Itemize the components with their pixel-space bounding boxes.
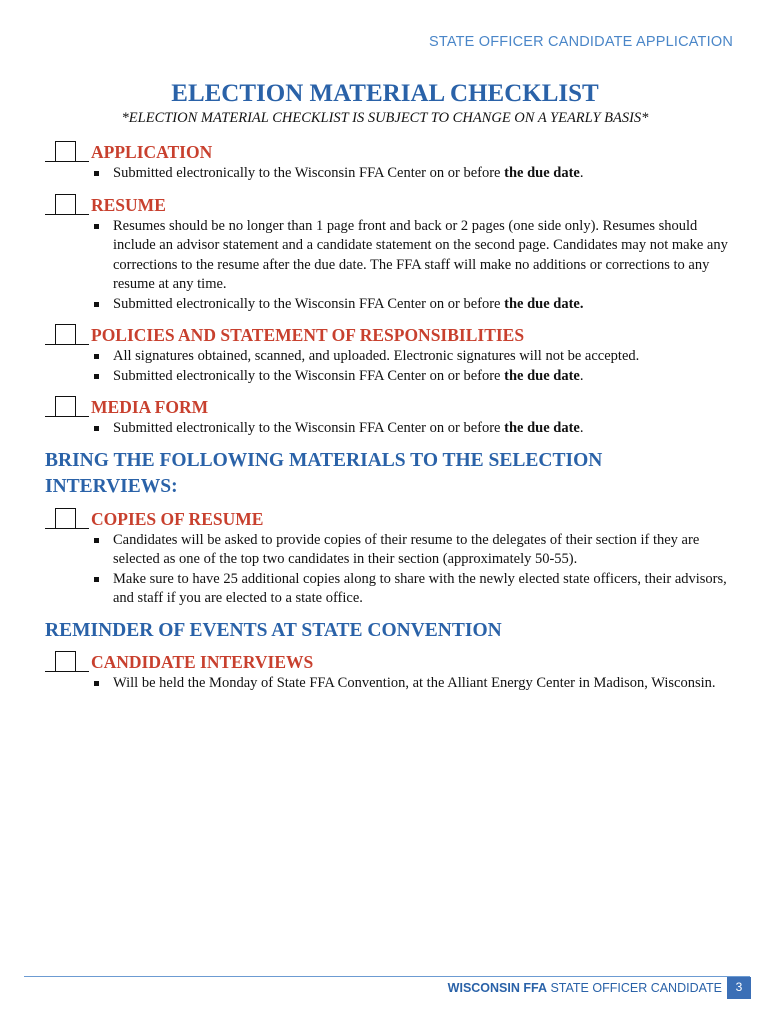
bullet-bold: the due date	[504, 165, 580, 181]
bullet-text: Will be held the Monday of State FFA Convention, at the Alliant Energy Center in Madison, Wisconsin.	[113, 675, 716, 691]
list-item	[91, 419, 735, 439]
section-copies	[45, 507, 735, 609]
blank-line	[45, 397, 55, 417]
section-label: POLICIES AND STATEMENT OF RESPONSIBILITIES	[91, 325, 525, 345]
blank-line	[45, 195, 55, 215]
blank-line	[76, 509, 89, 529]
bullet-text: Resumes should be no longer than 1 page front and back or 2 pages (one side only). Resumes should include an advisor statement and a candidate statement on the second page. Candidates may not make any corrections to the resume after the due date. The FFA staff will make no additions or corrections to any resume at any time.	[113, 217, 728, 292]
bullet-list	[45, 419, 735, 439]
blank-line	[76, 142, 89, 162]
section-label: RESUME	[91, 194, 166, 215]
checkbox-policies[interactable]	[55, 324, 76, 345]
section-policies	[45, 323, 735, 386]
bullet-text: Submitted electronically to the Wisconsin FFA Center on or before	[113, 420, 505, 436]
bullet-list	[45, 347, 735, 386]
section-interviews	[45, 650, 735, 694]
section-label: APPLICATION	[91, 142, 213, 162]
heading-bring-materials: BRING THE FOLLOWING MATERIALS TO THE SELECTION INTERVIEWS:	[45, 449, 603, 497]
list-item	[91, 367, 735, 387]
list-item	[91, 531, 735, 570]
page-subtitle: *ELECTION MATERIAL CHECKLIST IS SUBJECT TO CHANGE ON A YEARLY BASIS*	[121, 110, 649, 126]
bullet-suffix: .	[579, 367, 584, 384]
blank-line	[76, 195, 89, 215]
blank-line	[45, 652, 55, 672]
bullet-text: All signatures obtained, scanned, and uploaded. Electronic signatures will not be accepted.	[113, 348, 640, 364]
section-header	[45, 193, 735, 215]
blank-line	[45, 325, 55, 345]
section-header	[45, 140, 735, 162]
page-title: ELECTION MATERIAL CHECKLIST	[171, 80, 599, 107]
bullet-text: Candidates will be asked to provide copies of their resume to the delegates of their section if they are selected as one of the top two candidates in their section (approximately 50-55).	[113, 531, 700, 567]
bullet-list	[45, 531, 735, 609]
page-footer	[448, 981, 722, 995]
section-header	[45, 650, 735, 672]
page-header: STATE OFFICER CANDIDATE APPLICATION	[428, 34, 733, 50]
bullet-suffix: .	[579, 165, 584, 181]
list-item	[91, 217, 735, 295]
section-label: CANDIDATE INTERVIEWS	[91, 652, 314, 672]
bullet-text: Submitted electronically to the Wisconsin FFA Center on or before	[113, 295, 505, 312]
checkbox-application[interactable]	[55, 141, 76, 162]
checkbox-interviews[interactable]	[55, 651, 76, 672]
footer-org: WISCONSIN FFA	[447, 981, 547, 995]
section-label: COPIES OF RESUME	[91, 508, 264, 529]
checkbox-resume[interactable]	[55, 194, 76, 215]
section-resume	[45, 193, 735, 315]
section-media	[45, 395, 735, 439]
section-header	[45, 395, 735, 417]
bullet-list	[45, 217, 735, 315]
list-item	[91, 295, 735, 315]
bullet-list	[45, 164, 735, 184]
section-label: MEDIA FORM	[91, 397, 209, 417]
checkbox-copies[interactable]	[55, 508, 76, 529]
blank-line	[45, 509, 55, 529]
list-item	[91, 347, 735, 367]
section-header	[45, 323, 735, 345]
bullet-list	[45, 674, 735, 694]
bullet-text: Submitted electronically to the Wisconsin FFA Center on or before	[113, 165, 505, 181]
checklist-content	[45, 140, 735, 703]
blank-line	[76, 397, 89, 417]
bullet-bold: the due date	[504, 367, 580, 384]
list-item	[91, 570, 735, 609]
blank-line	[45, 142, 55, 162]
section-application	[45, 140, 735, 184]
blank-line	[76, 652, 89, 672]
list-item	[91, 674, 735, 694]
list-item	[91, 164, 735, 184]
bullet-suffix: .	[579, 420, 584, 436]
checkbox-media[interactable]	[55, 396, 76, 417]
footer-divider	[24, 976, 750, 977]
bullet-bold: the due date	[504, 420, 580, 436]
bullet-text: Make sure to have 25 additional copies along to share with the newly elected state officers, their advisors, and staff if you are elected to a state office.	[113, 570, 727, 606]
footer-text: STATE OFFICER CANDIDATE	[546, 981, 722, 995]
section-header	[45, 507, 735, 529]
bullet-bold: the due date.	[504, 295, 584, 312]
blank-line	[76, 325, 89, 345]
page-number: 3	[727, 977, 751, 999]
bullet-text: Submitted electronically to the Wisconsin FFA Center on or before	[113, 367, 505, 384]
heading-reminder: REMINDER OF EVENTS AT STATE CONVENTION	[45, 619, 502, 641]
